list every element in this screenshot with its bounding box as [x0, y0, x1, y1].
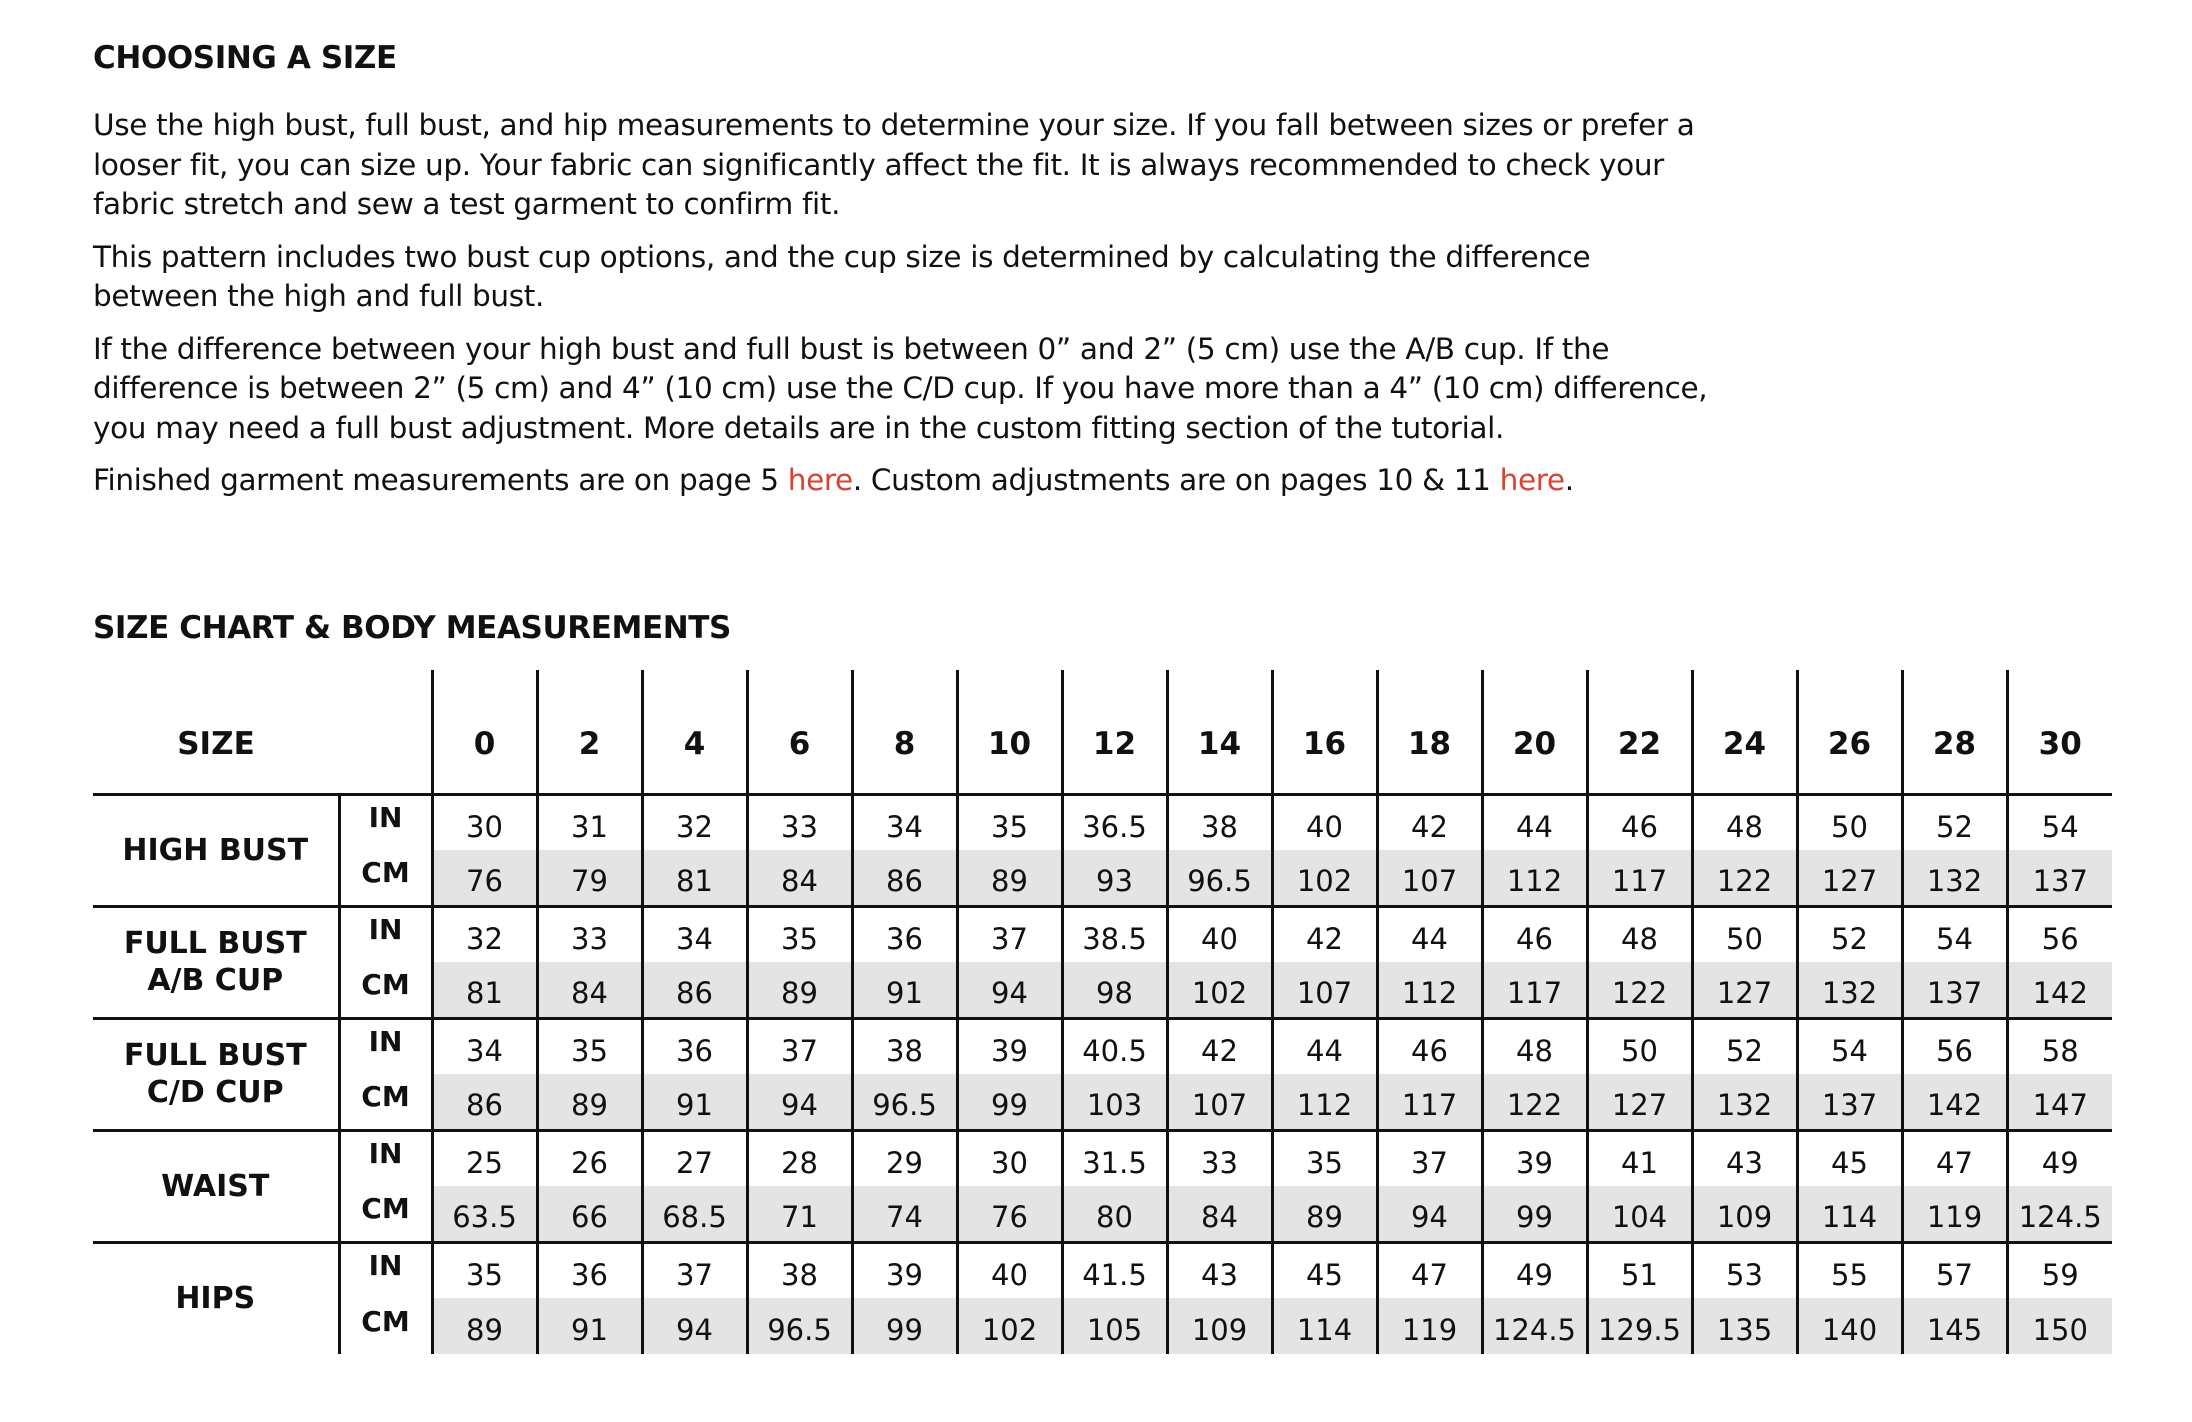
value-cell: 43: [1167, 1242, 1272, 1298]
value-cell: 48: [1692, 794, 1797, 850]
value-cell: 84: [747, 850, 852, 906]
measurements-body: [93, 794, 2112, 1354]
unit-in-label: IN: [339, 1018, 432, 1074]
label-line-2: C/D CUP: [146, 1075, 284, 1110]
size-header-0: 0: [432, 670, 537, 794]
size-header-28: 28: [1902, 670, 2007, 794]
value-cell: 102: [957, 1298, 1062, 1354]
intro-text: [93, 106, 1713, 501]
value-cell: 127: [1587, 1074, 1692, 1130]
value-cell: 103: [1062, 1074, 1167, 1130]
waist-label: [93, 1130, 339, 1242]
value-cell: 81: [432, 962, 537, 1018]
size-header-4: 4: [642, 670, 747, 794]
value-cell: 40: [1272, 794, 1377, 850]
size-chart-table: [93, 670, 2112, 1354]
value-cell: 76: [432, 850, 537, 906]
value-cell: 39: [852, 1242, 957, 1298]
value-cell: 119: [1902, 1186, 2007, 1242]
value-cell: 32: [642, 794, 747, 850]
value-cell: 34: [642, 906, 747, 962]
value-cell: 36: [537, 1242, 642, 1298]
value-cell: 44: [1377, 906, 1482, 962]
size-header-16: 16: [1272, 670, 1377, 794]
label-line-1: HIPS: [175, 1281, 256, 1317]
unit-in-label: IN: [339, 906, 432, 962]
value-cell: 91: [537, 1298, 642, 1354]
value-cell: 105: [1062, 1298, 1167, 1354]
reference-text-1: Finished garment measurements are on page 5: [93, 463, 788, 497]
value-cell: 57: [1902, 1242, 2007, 1298]
value-cell: 30: [432, 794, 537, 850]
value-cell: 140: [1797, 1298, 1902, 1354]
value-cell: 117: [1587, 850, 1692, 906]
value-cell: 98: [1062, 962, 1167, 1018]
value-cell: 137: [1902, 962, 2007, 1018]
value-cell: 39: [957, 1018, 1062, 1074]
unit-in-label: IN: [339, 1242, 432, 1298]
value-cell: 45: [1797, 1130, 1902, 1186]
value-cell: 132: [1902, 850, 2007, 906]
value-cell: 96.5: [747, 1298, 852, 1354]
value-cell: 51: [1587, 1242, 1692, 1298]
value-cell: 33: [747, 794, 852, 850]
label-line-1: FULL BUST: [123, 926, 307, 961]
value-cell: 47: [1902, 1130, 2007, 1186]
waist-in-row: [93, 1130, 2112, 1186]
full-bust-ab-label: [93, 906, 339, 1018]
value-cell: 38: [852, 1018, 957, 1074]
value-cell: 37: [747, 1018, 852, 1074]
value-cell: 112: [1272, 1074, 1377, 1130]
value-cell: 132: [1797, 962, 1902, 1018]
value-cell: 102: [1272, 850, 1377, 906]
value-cell: 76: [957, 1186, 1062, 1242]
value-cell: 53: [1692, 1242, 1797, 1298]
value-cell: 137: [1797, 1074, 1902, 1130]
value-cell: 31.5: [1062, 1130, 1167, 1186]
value-cell: 63.5: [432, 1186, 537, 1242]
paragraph-cup-difference: If the difference between your high bust and full bust is between 0” and 2” (5 cm) use the A/B cup. If the difference is between 2” (5 cm) and 4” (10 cm) use the C/D cup. If you have more than a 4” (10 cm) difference, you may need a full bust adjustment. More details are in the custom fitting section of the tutorial.: [93, 331, 1708, 445]
value-cell: 49: [1482, 1242, 1587, 1298]
size-header-8: 8: [852, 670, 957, 794]
value-cell: 48: [1482, 1018, 1587, 1074]
value-cell: 122: [1482, 1074, 1587, 1130]
hips-in-row: [93, 1242, 2112, 1298]
high-bust-cm-row: [93, 850, 2112, 906]
value-cell: 56: [1902, 1018, 2007, 1074]
value-cell: 107: [1272, 962, 1377, 1018]
value-cell: 59: [2007, 1242, 2112, 1298]
high-bust-label: [93, 794, 339, 906]
value-cell: 34: [432, 1018, 537, 1074]
value-cell: 27: [642, 1130, 747, 1186]
value-cell: 35: [537, 1018, 642, 1074]
value-cell: 52: [1902, 794, 2007, 850]
value-cell: 34: [852, 794, 957, 850]
value-cell: 89: [747, 962, 852, 1018]
size-header-6: 6: [747, 670, 852, 794]
high-bust-in-row: [93, 794, 2112, 850]
label-line-2: A/B CUP: [147, 963, 284, 998]
value-cell: 137: [2007, 850, 2112, 906]
size-header-20: 20: [1482, 670, 1587, 794]
value-cell: 122: [1692, 850, 1797, 906]
value-cell: 36.5: [1062, 794, 1167, 850]
value-cell: 38.5: [1062, 906, 1167, 962]
value-cell: 52: [1692, 1018, 1797, 1074]
unit-cm-label: CM: [339, 1298, 432, 1354]
value-cell: 44: [1272, 1018, 1377, 1074]
size-header-12: 12: [1062, 670, 1167, 794]
value-cell: 89: [432, 1298, 537, 1354]
value-cell: 25: [432, 1130, 537, 1186]
value-cell: 96.5: [852, 1074, 957, 1130]
value-cell: 50: [1797, 794, 1902, 850]
paragraph-cup-options: This pattern includes two bust cup options, and the cup size is determined by calculating the difference between the high and full bust.: [93, 239, 1591, 313]
full-bust-cd-label: [93, 1018, 339, 1130]
value-cell: 79: [537, 850, 642, 906]
value-cell: 47: [1377, 1242, 1482, 1298]
value-cell: 93: [1062, 850, 1167, 906]
value-cell: 38: [1167, 794, 1272, 850]
value-cell: 48: [1587, 906, 1692, 962]
size-header-18: 18: [1377, 670, 1482, 794]
value-cell: 56: [2007, 906, 2112, 962]
value-cell: 122: [1587, 962, 1692, 1018]
value-cell: 29: [852, 1130, 957, 1186]
paragraph-references: [93, 461, 1713, 501]
value-cell: 36: [852, 906, 957, 962]
value-cell: 132: [1692, 1074, 1797, 1130]
page-content: [93, 40, 2113, 1347]
value-cell: 43: [1692, 1130, 1797, 1186]
unit-header-spacer: [339, 670, 432, 794]
value-cell: 44: [1482, 794, 1587, 850]
value-cell: 26: [537, 1130, 642, 1186]
value-cell: 81: [642, 850, 747, 906]
value-cell: 40.5: [1062, 1018, 1167, 1074]
value-cell: 46: [1482, 906, 1587, 962]
unit-in-label: IN: [339, 1130, 432, 1186]
value-cell: 41: [1587, 1130, 1692, 1186]
value-cell: 42: [1377, 794, 1482, 850]
paragraph-size-advice: Use the high bust, full bust, and hip measurements to determine your size. If you fall between sizes or prefer a looser fit, you can size up. Your fabric can significantly affect the fit. It is always recommended to check your fabric stretch and sew a test garment to confirm fit.: [93, 108, 1695, 221]
value-cell: 104: [1587, 1186, 1692, 1242]
value-cell: 86: [852, 850, 957, 906]
value-cell: 94: [747, 1074, 852, 1130]
value-cell: 150: [2007, 1298, 2112, 1354]
value-cell: 114: [1797, 1186, 1902, 1242]
value-cell: 58: [2007, 1018, 2112, 1074]
hips-cm-row: [93, 1298, 2112, 1354]
reference-text-3: .: [1564, 463, 1574, 497]
size-chart-heading: SIZE CHART & BODY MEASUREMENTS: [93, 610, 731, 646]
value-cell: 68.5: [642, 1186, 747, 1242]
value-cell: 127: [1797, 850, 1902, 906]
label-line-1: WAIST: [161, 1168, 270, 1204]
value-cell: 94: [1377, 1186, 1482, 1242]
size-header-24: 24: [1692, 670, 1797, 794]
value-cell: 33: [1167, 1130, 1272, 1186]
value-cell: 84: [537, 962, 642, 1018]
value-cell: 32: [432, 906, 537, 962]
value-cell: 33: [537, 906, 642, 962]
value-cell: 35: [1272, 1130, 1377, 1186]
value-cell: 66: [537, 1186, 642, 1242]
value-cell: 124.5: [2007, 1186, 2112, 1242]
value-cell: 80: [1062, 1186, 1167, 1242]
finished-measurements-link[interactable]: here: [787, 463, 853, 497]
unit-cm-label: CM: [339, 1074, 432, 1130]
value-cell: 39: [1482, 1130, 1587, 1186]
value-cell: 89: [537, 1074, 642, 1130]
value-cell: 31: [537, 794, 642, 850]
full-bust-cd-in-row: [93, 1018, 2112, 1074]
value-cell: 127: [1692, 962, 1797, 1018]
value-cell: 114: [1272, 1298, 1377, 1354]
value-cell: 96.5: [1167, 850, 1272, 906]
value-cell: 40: [957, 1242, 1062, 1298]
value-cell: 145: [1902, 1298, 2007, 1354]
size-header-30: 30: [2007, 670, 2112, 794]
value-cell: 102: [1167, 962, 1272, 1018]
value-cell: 119: [1377, 1298, 1482, 1354]
value-cell: 107: [1377, 850, 1482, 906]
value-cell: 86: [642, 962, 747, 1018]
unit-cm-label: CM: [339, 1186, 432, 1242]
value-cell: 109: [1692, 1186, 1797, 1242]
value-cell: 35: [957, 794, 1062, 850]
full-bust-cd-cm-row: [93, 1074, 2112, 1130]
value-cell: 142: [2007, 962, 2112, 1018]
value-cell: 41.5: [1062, 1242, 1167, 1298]
value-cell: 99: [957, 1074, 1062, 1130]
custom-adjustments-link[interactable]: here: [1499, 463, 1565, 497]
value-cell: 35: [747, 906, 852, 962]
value-cell: 54: [1797, 1018, 1902, 1074]
value-cell: 74: [852, 1186, 957, 1242]
value-cell: 89: [957, 850, 1062, 906]
value-cell: 109: [1167, 1298, 1272, 1354]
value-cell: 42: [1167, 1018, 1272, 1074]
unit-cm-label: CM: [339, 850, 432, 906]
label-line-1: FULL BUST: [123, 1038, 307, 1073]
value-cell: 36: [642, 1018, 747, 1074]
value-cell: 46: [1377, 1018, 1482, 1074]
value-cell: 50: [1587, 1018, 1692, 1074]
value-cell: 86: [432, 1074, 537, 1130]
value-cell: 37: [642, 1242, 747, 1298]
value-cell: 112: [1482, 850, 1587, 906]
value-cell: 54: [1902, 906, 2007, 962]
size-header-label: SIZE: [177, 726, 255, 763]
size-header-2: 2: [537, 670, 642, 794]
value-cell: 46: [1587, 794, 1692, 850]
value-cell: 142: [1902, 1074, 2007, 1130]
value-cell: 129.5: [1587, 1298, 1692, 1354]
value-cell: 40: [1167, 906, 1272, 962]
value-cell: 91: [852, 962, 957, 1018]
unit-in-label: IN: [339, 794, 432, 850]
value-cell: 55: [1797, 1242, 1902, 1298]
reference-text-2: . Custom adjustments are on pages 10 & 11: [852, 463, 1500, 497]
label-line-1: HIGH BUST: [122, 832, 309, 868]
full-bust-ab-cm-row: [93, 962, 2112, 1018]
value-cell: 89: [1272, 1186, 1377, 1242]
value-cell: 124.5: [1482, 1298, 1587, 1354]
value-cell: 28: [747, 1130, 852, 1186]
value-cell: 38: [747, 1242, 852, 1298]
value-cell: 135: [1692, 1298, 1797, 1354]
hips-label: [93, 1242, 339, 1354]
value-cell: 30: [957, 1130, 1062, 1186]
size-header-22: 22: [1587, 670, 1692, 794]
full-bust-ab-in-row: [93, 906, 2112, 962]
size-header-10: 10: [957, 670, 1062, 794]
value-cell: 107: [1167, 1074, 1272, 1130]
size-header-row: [93, 670, 2112, 794]
value-cell: 117: [1482, 962, 1587, 1018]
value-cell: 50: [1692, 906, 1797, 962]
value-cell: 54: [2007, 794, 2112, 850]
waist-cm-row: [93, 1186, 2112, 1242]
value-cell: 91: [642, 1074, 747, 1130]
size-header-14: 14: [1167, 670, 1272, 794]
value-cell: 52: [1797, 906, 1902, 962]
value-cell: 42: [1272, 906, 1377, 962]
unit-cm-label: CM: [339, 962, 432, 1018]
value-cell: 45: [1272, 1242, 1377, 1298]
value-cell: 71: [747, 1186, 852, 1242]
value-cell: 94: [957, 962, 1062, 1018]
value-cell: 49: [2007, 1130, 2112, 1186]
value-cell: 84: [1167, 1186, 1272, 1242]
value-cell: 112: [1377, 962, 1482, 1018]
value-cell: 147: [2007, 1074, 2112, 1130]
value-cell: 117: [1377, 1074, 1482, 1130]
value-cell: 37: [1377, 1130, 1482, 1186]
size-header-26: 26: [1797, 670, 1902, 794]
value-cell: 35: [432, 1242, 537, 1298]
choosing-size-heading: CHOOSING A SIZE: [93, 40, 397, 76]
value-cell: 94: [642, 1298, 747, 1354]
value-cell: 37: [957, 906, 1062, 962]
value-cell: 99: [1482, 1186, 1587, 1242]
value-cell: 99: [852, 1298, 957, 1354]
